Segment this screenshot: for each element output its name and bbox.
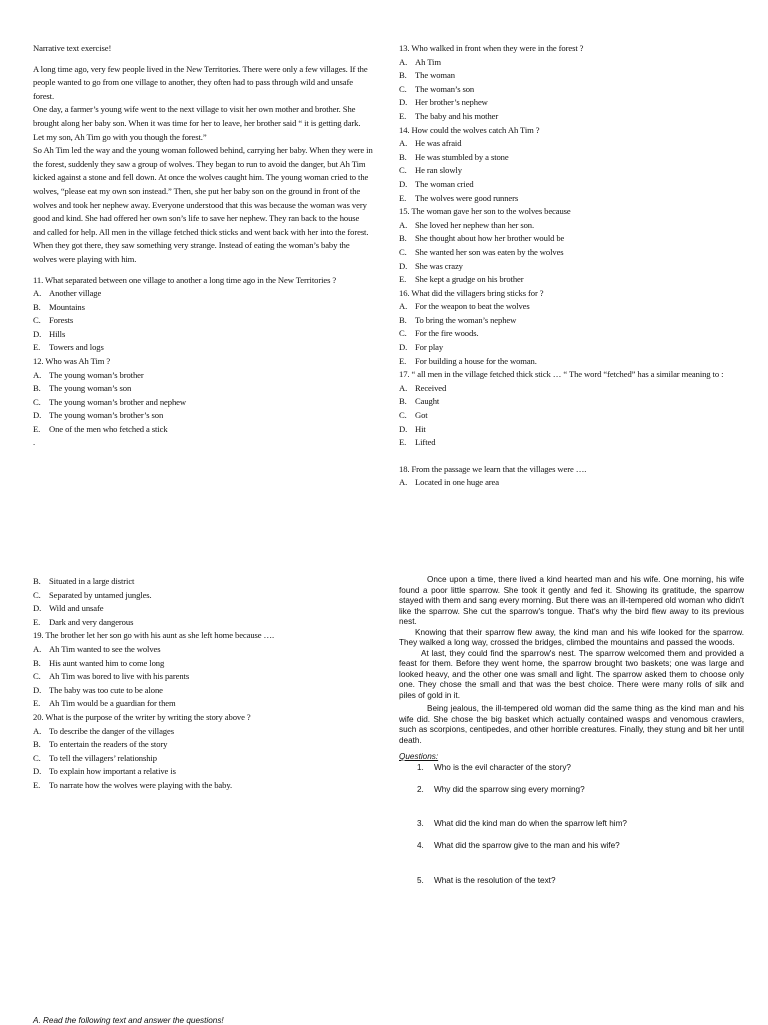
option-text: She wanted her son was eaten by the wolves xyxy=(415,246,564,257)
answer-option xyxy=(399,192,739,206)
option-text: The young woman’s brother xyxy=(49,369,144,380)
option-text: Hills xyxy=(49,328,66,339)
option-letter: D. xyxy=(33,684,42,695)
question-text: 15. The woman gave her son to the wolves because xyxy=(399,206,571,217)
answer-option xyxy=(33,409,373,423)
option-letter: B. xyxy=(33,739,41,750)
option-text: To entertain the readers of the story xyxy=(49,739,168,750)
answer-option xyxy=(399,409,739,423)
option-letter: A. xyxy=(399,382,408,393)
exercise-title: Narrative text exercise! xyxy=(33,43,112,53)
instruction-footer: A. Read the following text and answer the questions! xyxy=(33,1016,224,1025)
answer-option xyxy=(399,327,739,341)
option-text: To narrate how the wolves were playing with the baby. xyxy=(49,779,233,790)
option-letter: A. xyxy=(399,219,408,230)
option-letter: C. xyxy=(33,396,41,407)
list-item: 1. Who is the evil character of the story? xyxy=(417,762,571,772)
option-text: Another village xyxy=(49,288,102,299)
option-letter: C. xyxy=(399,410,407,421)
answer-option xyxy=(399,96,739,110)
passage-ah-tim xyxy=(33,63,373,267)
answer-option xyxy=(33,725,373,739)
option-text: She loved her nephew than her son. xyxy=(415,219,535,230)
passage-sparrow xyxy=(399,575,744,746)
column-top-left xyxy=(33,42,373,448)
answer-option xyxy=(33,314,373,328)
option-text: He was stumbled by a stone xyxy=(415,151,509,162)
passage-paragraph: At last, they could find the sparrow's nest. The sparrow welcomed them and provided a feast for them. Before they went home, the sparrow brought two baskets; one was large and looked heavy, and the other one was small and light. The sparrow asked them to choose only one. They chose the small and that was the best choice. There were many rolls of silk and piles of gold in it. xyxy=(399,648,744,700)
options xyxy=(399,219,739,287)
list-item: 3. What did the kind man do when the sparrow left him? xyxy=(417,818,627,828)
option-letter: E. xyxy=(33,779,41,790)
option-letter: D. xyxy=(399,178,408,189)
option-letter: A. xyxy=(399,477,408,488)
column-bottom-left xyxy=(33,575,373,793)
option-letter: D. xyxy=(399,342,408,353)
question-text: 16. What did the villagers bring sticks for ? xyxy=(399,287,544,298)
option-text: Towers and logs xyxy=(49,342,104,353)
answer-option xyxy=(399,436,739,450)
questions-list xyxy=(399,763,744,887)
option-letter: C. xyxy=(399,246,407,257)
option-letter: A. xyxy=(33,369,42,380)
option-letter: E. xyxy=(33,424,41,435)
column-top-right xyxy=(399,42,739,490)
passage-paragraph: A long time ago, very few people lived in the New Territories. There were only a few villages. If the people wanted to go from one village to another, they often had to pass through wild and unsafe forest. xyxy=(33,63,368,101)
option-letter: C. xyxy=(33,589,41,600)
list-item: 5. What is the resolution of the text? xyxy=(417,875,556,885)
option-text: Lifted xyxy=(415,437,436,448)
option-letter: B. xyxy=(33,383,41,394)
option-letter: D. xyxy=(33,766,42,777)
answer-option xyxy=(399,83,739,97)
question-text: 13. Who walked in front when they were in the forest ? xyxy=(399,43,584,53)
answer-option xyxy=(33,328,373,342)
question-text: 12. Who was Ah Tim ? xyxy=(33,356,111,367)
option-letter: B. xyxy=(399,396,407,407)
option-letter: B. xyxy=(399,233,407,244)
option-letter: C. xyxy=(399,83,407,94)
question-17 xyxy=(399,368,739,450)
options xyxy=(399,476,739,490)
option-text: Wild and unsafe xyxy=(49,603,104,614)
answer-option xyxy=(33,670,373,684)
option-letter: A. xyxy=(399,301,408,312)
answer-option xyxy=(33,765,373,779)
option-text: She kept a grudge on his brother xyxy=(415,274,524,285)
answer-option xyxy=(399,395,739,409)
options xyxy=(33,725,373,793)
option-text: Hit xyxy=(415,423,426,434)
question-text: 20. What is the purpose of the writer by writing the story above ? xyxy=(33,711,251,722)
option-letter: B. xyxy=(33,576,41,586)
option-text: Separated by untamed jungles. xyxy=(49,589,152,600)
passage-paragraph: Being jealous, the ill-tempered old woman did the same thing as the kind man and his wife did. She chose the big basket which actually contained wasps and venomous crawlers, such as scorpions, centipedes, and other horrible creatures. Finally, they stung and bit her until death. xyxy=(399,704,744,745)
answer-option xyxy=(33,301,373,315)
option-text: He was afraid xyxy=(415,138,462,149)
option-text: Caught xyxy=(415,396,440,407)
option-text: To tell the villagers’ relationship xyxy=(49,752,157,763)
question-12 xyxy=(33,355,373,437)
option-text: She thought about how her brother would be xyxy=(415,233,565,244)
question-11 xyxy=(33,274,373,356)
option-text: Ah Tim xyxy=(415,56,441,67)
answer-option xyxy=(399,56,739,70)
option-text: The woman cried xyxy=(415,178,474,189)
question-18 xyxy=(399,463,739,490)
option-text: Received xyxy=(415,382,447,393)
answer-option xyxy=(399,110,739,124)
options xyxy=(399,300,739,368)
option-letter: E. xyxy=(399,192,407,203)
question-text: 19. The brother let her son go with his aunt as she left home because …. xyxy=(33,630,275,641)
column-bottom-right xyxy=(399,575,744,886)
passage-paragraph: Once upon a time, there lived a kind hearted man and his wife. One morning, his wife found a poor little sparrow. She took it gently and fed it. Showing its gratitude, the sparrow stayed with them and sang every morning. But there was an ill-tempered old woman who didn't like the sparrow. She cut the sparrow's tongue. That's why the bird flew away to its previous nest. xyxy=(399,575,744,626)
option-letter: A. xyxy=(33,288,42,299)
option-letter: A. xyxy=(399,56,408,67)
option-letter: D. xyxy=(33,603,42,614)
answer-option xyxy=(399,341,739,355)
option-letter: B. xyxy=(33,301,41,312)
answer-option xyxy=(399,314,739,328)
option-letter: B. xyxy=(33,657,41,668)
question-text: 18. From the passage we learn that the villages were …. xyxy=(399,463,587,474)
option-letter: A. xyxy=(33,643,42,654)
option-letter: D. xyxy=(399,97,408,108)
option-letter: B. xyxy=(399,151,407,162)
options xyxy=(33,369,373,437)
option-text: For building a house for the woman. xyxy=(415,355,537,366)
option-text: His aunt wanted him to come long xyxy=(49,657,165,668)
answer-option xyxy=(33,575,373,589)
answer-option xyxy=(399,476,739,490)
option-text: Forests xyxy=(49,315,74,326)
answer-option xyxy=(33,616,373,630)
question-14 xyxy=(399,124,739,206)
answer-option xyxy=(399,246,739,260)
option-text: For play xyxy=(415,342,444,353)
option-text: The baby and his mother xyxy=(415,110,499,121)
answer-option xyxy=(399,151,739,165)
option-letter: C. xyxy=(33,671,41,682)
options xyxy=(33,287,373,355)
question-19 xyxy=(33,629,373,711)
answer-option xyxy=(399,260,739,274)
passage-paragraph: Knowing that their sparrow flew away, the kind man and his wife looked for the sparrow. They walked a long way, crossed the bridges, climbed the mountains and passed the woods. xyxy=(399,627,744,647)
option-letter: E. xyxy=(33,342,41,353)
stray-dot: . xyxy=(33,436,36,447)
option-text: To describe the danger of the villages xyxy=(49,725,174,736)
option-letter: D. xyxy=(33,410,42,421)
option-text: Mountains xyxy=(49,301,85,312)
option-letter: E. xyxy=(33,616,41,627)
list-item: 4. What did the sparrow give to the man and his wife? xyxy=(417,841,620,850)
question-13 xyxy=(399,42,739,124)
option-letter: B. xyxy=(399,70,407,81)
option-text: Her brother’s nephew xyxy=(415,97,488,108)
options xyxy=(399,382,739,450)
option-text: The young woman’s brother and nephew xyxy=(49,396,186,407)
passage-paragraph: So Ah Tim led the way and the young woman followed behind, carrying her baby. When they were in the forest, suddenly they saw a group of wolves. They began to run to avoid the danger, but Ah Tim kicked against a stone and fell down. At once the wolves caught him. The young woman cried to the wolves, “please eat my own son instead.” Then, she put her baby son on the ground in front of the wolves and took her nephew away. Everyone understood that this was because the woman was very good and kind. She had offered her own son’s life to save her nephew. They ran back to the house and called for help. All men in the village fetched thick sticks and went back with her into the forest. When they got there, they saw something very strange. Instead of eating the woman’s baby the wolves were playing with him. xyxy=(33,145,373,264)
question-text: 17. “ all men in the village fetched thick stick … “ The word “fetched” has a similar meaning to : xyxy=(399,369,724,380)
option-text: Dark and very dangerous xyxy=(49,616,134,627)
answer-option xyxy=(399,300,739,314)
option-letter: E. xyxy=(399,355,407,366)
option-letter: D. xyxy=(33,328,42,339)
answer-option xyxy=(399,69,739,83)
option-text: The young woman’s son xyxy=(49,383,132,394)
questions-heading: Questions: xyxy=(399,752,439,761)
option-text: To explain how important a relative is xyxy=(49,766,176,777)
option-text: For the fire woods. xyxy=(415,328,479,339)
option-text: For the weapon to beat the wolves xyxy=(415,301,530,312)
answer-option xyxy=(399,232,739,246)
answer-option xyxy=(33,396,373,410)
option-letter: A. xyxy=(33,725,42,736)
option-text: Got xyxy=(415,410,428,421)
option-letter: D. xyxy=(399,423,408,434)
option-text: The woman xyxy=(415,70,455,81)
question-text: 11. What separated between one village to another a long time ago in the New Territories ? xyxy=(33,274,337,285)
answer-option xyxy=(399,164,739,178)
passage-paragraph: One day, a farmer’s young wife went to the next village to visit her own mother and brother. She brought along her baby son. When it was time for her to leave, her brother said “ it is getting dark. Let my son, Ah Tim go with you though the forest.” xyxy=(33,104,361,142)
option-text: Ah Tim was bored to live with his parents xyxy=(49,671,190,682)
option-text: Located in one huge area xyxy=(415,477,499,488)
answer-option xyxy=(33,287,373,301)
question-15 xyxy=(399,205,739,287)
option-text: To bring the woman’s nephew xyxy=(415,314,517,325)
option-letter: C. xyxy=(33,315,41,326)
answer-option xyxy=(399,219,739,233)
answer-option xyxy=(33,752,373,766)
option-letter: A. xyxy=(399,138,408,149)
options xyxy=(399,137,739,205)
answer-option xyxy=(33,341,373,355)
options xyxy=(399,56,739,124)
option-text: Ah Tim wanted to see the wolves xyxy=(49,643,161,654)
answer-option xyxy=(399,355,739,369)
answer-option xyxy=(399,423,739,437)
option-letter: D. xyxy=(399,260,408,271)
option-text: She was crazy xyxy=(415,260,463,271)
answer-option xyxy=(33,602,373,616)
answer-option xyxy=(399,382,739,396)
answer-option xyxy=(33,697,373,711)
option-letter: E. xyxy=(399,274,407,285)
option-text: One of the men who fetched a stick xyxy=(49,424,168,435)
option-letter: C. xyxy=(33,752,41,763)
question-20 xyxy=(33,711,373,793)
option-text: The woman’s son xyxy=(415,83,475,94)
answer-option xyxy=(33,589,373,603)
option-text: Situated in a large district xyxy=(49,576,135,586)
option-text: The young woman’s brother’s son xyxy=(49,410,164,421)
option-letter: C. xyxy=(399,328,407,339)
option-letter: C. xyxy=(399,165,407,176)
option-text: He ran slowly xyxy=(415,165,462,176)
options xyxy=(33,643,373,711)
answer-option xyxy=(33,779,373,793)
answer-option xyxy=(33,738,373,752)
option-letter: E. xyxy=(33,698,41,709)
option-text: The wolves were good runners xyxy=(415,192,519,203)
list-item: 2. Why did the sparrow sing every morning? xyxy=(417,785,585,794)
question-18-continued-options xyxy=(33,575,373,629)
answer-option xyxy=(33,643,373,657)
option-text: The baby was too cute to be alone xyxy=(49,684,163,695)
answer-option xyxy=(399,178,739,192)
answer-option xyxy=(33,382,373,396)
answer-option xyxy=(33,423,373,437)
question-16 xyxy=(399,287,739,369)
answer-option xyxy=(399,137,739,151)
question-text: 14. How could the wolves catch Ah Tim ? xyxy=(399,124,540,135)
answer-option xyxy=(33,369,373,383)
answer-option xyxy=(33,684,373,698)
option-letter: E. xyxy=(399,437,407,448)
answer-option xyxy=(399,273,739,287)
option-letter: B. xyxy=(399,314,407,325)
option-letter: E. xyxy=(399,110,407,121)
option-text: Ah Tim would be a guardian for them xyxy=(49,698,176,709)
answer-option xyxy=(33,657,373,671)
